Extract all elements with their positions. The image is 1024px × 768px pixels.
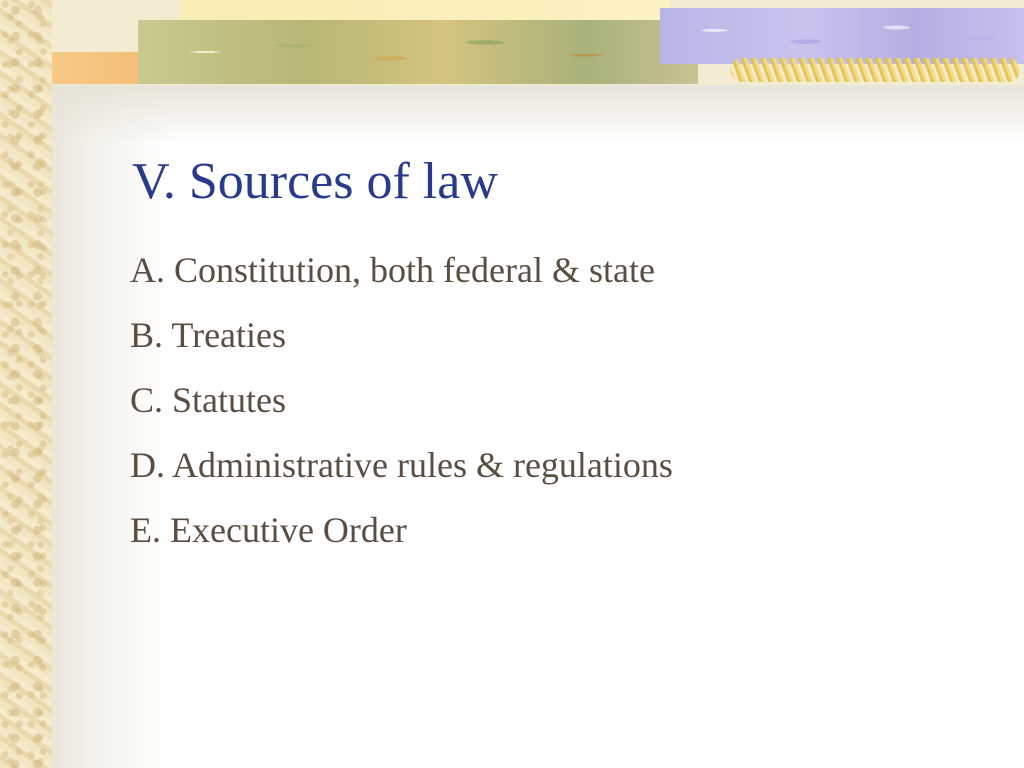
list-item: B. Treaties	[130, 315, 287, 355]
banner-leaves-image	[138, 20, 698, 84]
list-item: C. Statutes	[130, 380, 287, 420]
list-item: D. Administrative rules & regulations	[130, 445, 673, 485]
slide-title: V. Sources of law	[132, 153, 498, 210]
left-parchment-strip	[0, 0, 52, 768]
banner-yellow-block	[180, 0, 670, 22]
banner-wheat-image	[730, 58, 1020, 82]
banner-blue-flowers-image	[660, 8, 1024, 64]
bullet-list	[130, 246, 673, 571]
list-item: E. Executive Order	[130, 510, 407, 550]
top-shadow-gradient	[52, 85, 1024, 145]
top-decorative-banner	[0, 0, 1024, 86]
list-item: A. Constitution, both federal & state	[130, 250, 655, 290]
